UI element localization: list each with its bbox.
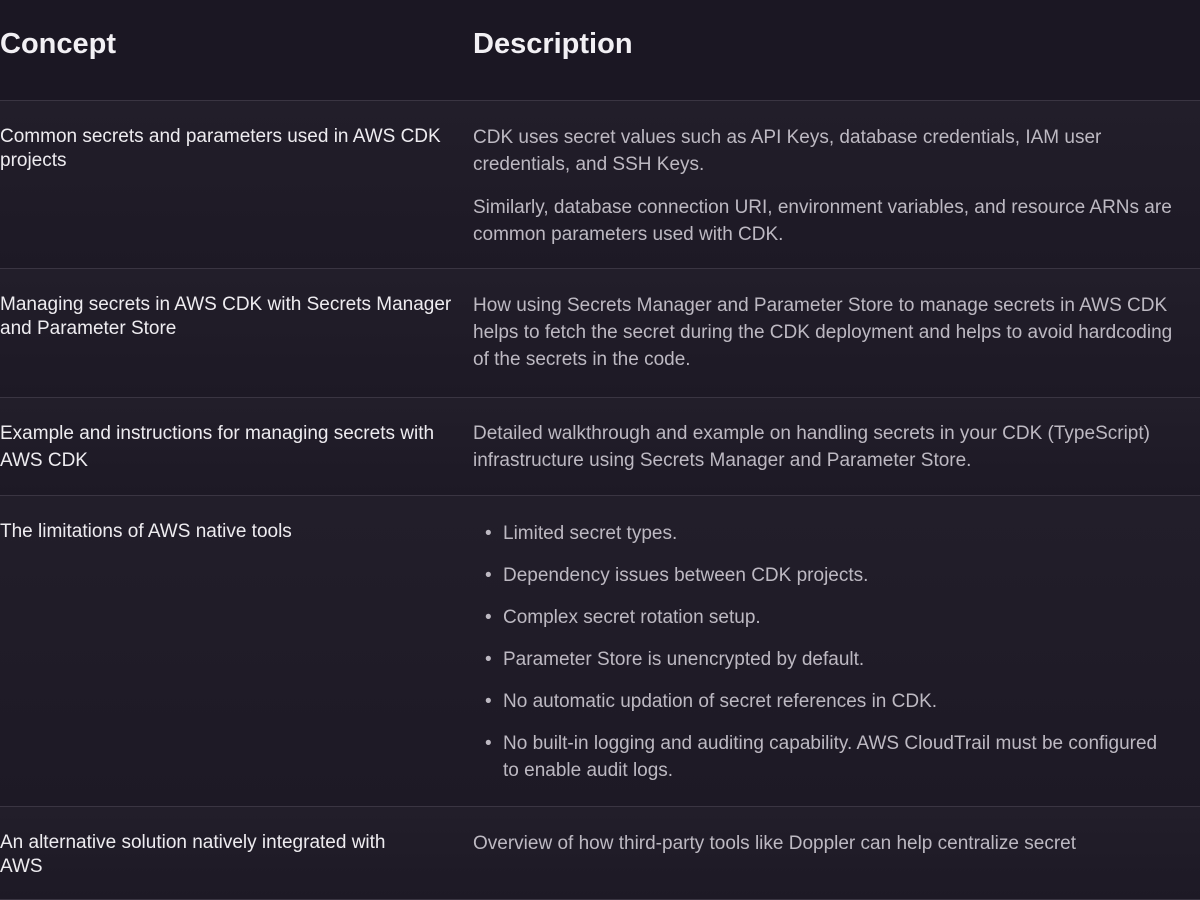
table-row (0, 269, 1200, 398)
description-paragraph: CDK uses secret values such as API Keys, database credentials, IAM user credentials, and SSH Keys. (473, 127, 1102, 175)
table-row (0, 398, 1200, 496)
concept-cell: Common secrets and parameters used in AWS CDK projects (0, 126, 441, 171)
description-cell (473, 520, 1173, 799)
list-item: • Dependency issues between CDK projects. (503, 562, 1173, 589)
concept-cell: Managing secrets in AWS CDK with Secrets Manager and Parameter Store (0, 294, 452, 339)
column-header-concept: Concept (0, 28, 116, 60)
description-cell (473, 420, 1173, 490)
concept-cell: The limitations of AWS native tools (0, 521, 292, 542)
description-cell (473, 292, 1173, 389)
description-cell (473, 124, 1173, 264)
list-item: • Parameter Store is unencrypted by default. (503, 646, 1173, 673)
list-item: • No automatic updation of secret references in CDK. (503, 688, 1173, 715)
description-paragraph: Similarly, database connection URI, environment variables, and resource ARNs are common parameters used with CDK. (473, 197, 1172, 245)
description-paragraph: Overview of how third-party tools like Doppler can help centralize secret (473, 833, 1076, 854)
table-row (0, 496, 1200, 807)
table-row (0, 807, 1200, 900)
column-header-description: Description (473, 28, 633, 60)
list-item: • No built-in logging and auditing capability. AWS CloudTrail must be configured to enable audit logs. (503, 730, 1173, 784)
list-item: • Limited secret types. (503, 520, 1173, 547)
description-paragraph: Detailed walkthrough and example on handling secrets in your CDK (TypeScript) infrastructure using Secrets Manager and Parameter Store. (473, 423, 1150, 471)
concept-cell: Example and instructions for managing secrets with AWS CDK (0, 423, 435, 471)
table-row (0, 101, 1200, 269)
table-header (0, 0, 1200, 101)
description-paragraph: How using Secrets Manager and Parameter Store to manage secrets in AWS CDK helps to fetch the secret during the CDK deployment and helps to avoid hardcoding of the secrets in the code. (473, 295, 1173, 370)
description-cell (473, 830, 1173, 873)
list-item: • Complex secret rotation setup. (503, 604, 1173, 631)
limitations-list (473, 520, 1173, 784)
concept-cell: An alternative solution natively integrated with AWS (0, 832, 386, 877)
